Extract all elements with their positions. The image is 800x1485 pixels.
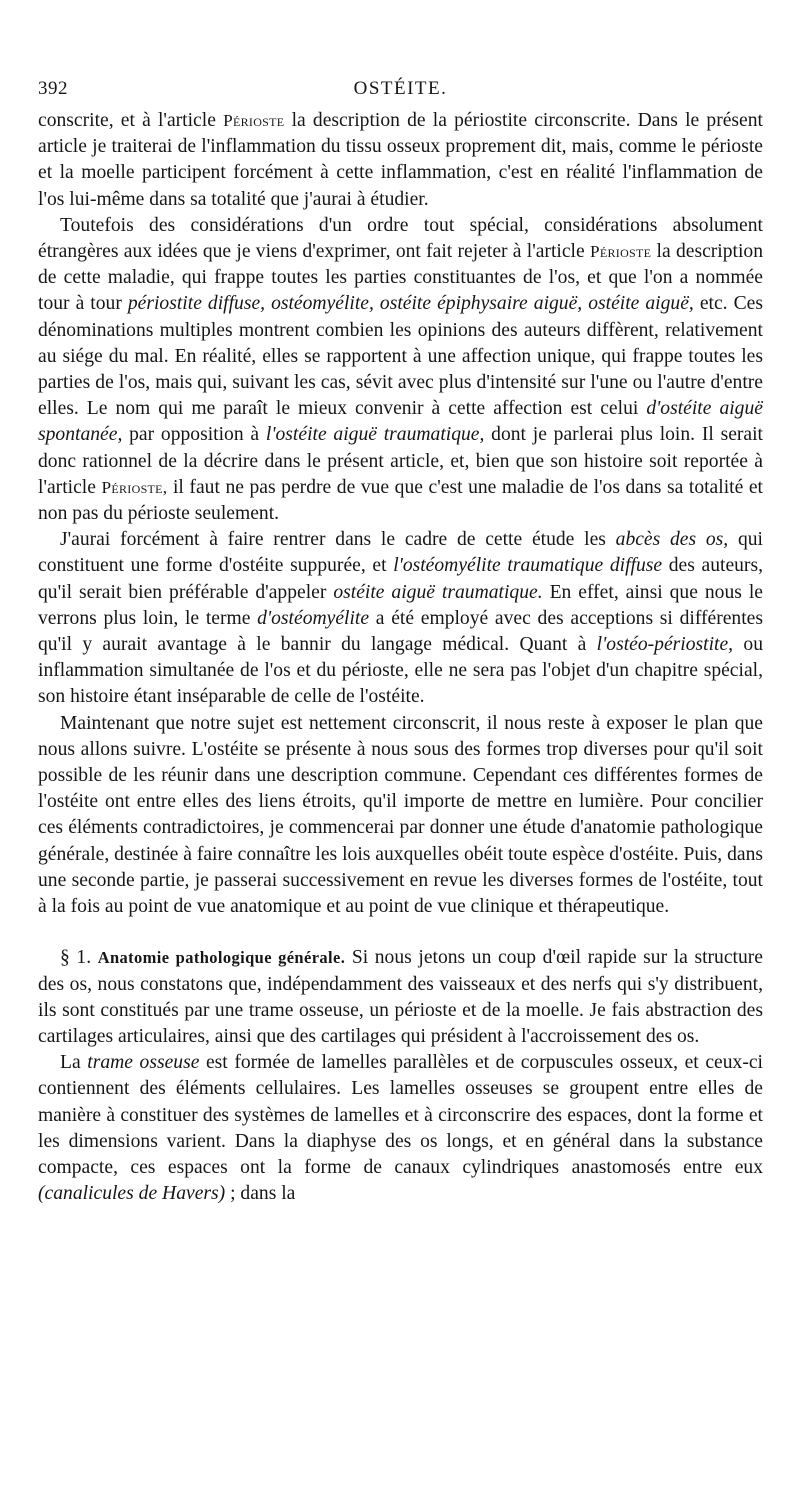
text-run: la description de la périostite circonscrite. Dans le présent article je traiterai de l'inflammation du tissu osseux proprement dit, mais, comme le périoste et la moelle participent forcément à cette inflammation, c'est en réalité l'inflammation de l'os lui-même dans sa totalité que j'aurai à étudier. (38, 110, 763, 210)
text-run: qui constituent une forme d'ostéite suppurée, et (38, 529, 763, 577)
running-head (38, 78, 763, 108)
text-run: Maintenant que notre sujet est nettement circonscrit, il nous reste à exposer le plan que nous allons suivre. L'ostéite se présente à nous sous des formes trop diverses pour qu'il soit possible de les réunir dans une description commune. Cependant ces différentes formes de l'ostéite ont entre elles des liens étroits, qu'il importe de mettre en lumière. Pour concilier ces éléments contradictoires, je commencerai par donner une étude d'anatomie pathologique générale, destinée à faire connaître les lois auxquelles obéit toute espèce d'ostéite. Puis, dans une seconde partie, je passerai successivement en revue les diverses formes de l'ostéite, tout à la fois au point de vue anatomique et au point de vue clinique et thérapeutique. (38, 712, 763, 918)
text-run: ou inflammation simultanée de l'os et du périoste, elle ne sera pas l'objet d'un chapitre spécial, son histoire étant inséparable de celle de l'ostéite. (38, 634, 763, 708)
italic-term: abcès des os, (615, 529, 729, 551)
text-run: la description de cette maladie, qui frappe toutes les parties constituantes de l'os, et que l'on a nommée tour à tour (38, 241, 764, 315)
text-run: il faut ne pas perdre de vue que c'est une maladie de l'os dans sa totalité et non pas du périoste seulement. (38, 476, 763, 525)
text-run: ; dans la (225, 1183, 296, 1205)
text-run (91, 947, 98, 968)
text-run: La (60, 1052, 88, 1074)
paragraph (38, 711, 763, 921)
section-number: § 1. (60, 947, 92, 969)
paragraph (38, 213, 763, 527)
italic-term: périostite diffuse, ostéomyélite, ostéite épiphysaire aiguë, ostéite aiguë, (127, 293, 694, 315)
text-run: Toutefois des considérations d'un ordre tout spécial, considérations absolument étrangères aux idées que je viens d'exprimer, ont fait rejeter à l'article (38, 214, 763, 263)
italic-term: (canalicules de Havers) (38, 1183, 226, 1205)
text-run: par opposition à (122, 424, 266, 446)
text-run: En effet, ainsi que nous le verrons plus loin, le terme (38, 581, 763, 629)
cross-reference: Périoste (223, 111, 285, 130)
paragraph (38, 1050, 763, 1207)
text-run: etc. Ces dénominations multiples montrent combien les opinions des auteurs diffèrent, relativement au siége du mal. En réalité, elles se rapportent à une affection unique, qui frappe toutes les parties de l'os, mais qui, suivant les cas, sévit avec plus d'intensité sur l'une ou l'autre d'entre elles. Le nom qui me paraît le mieux convenir à cette affection est celui (38, 293, 763, 420)
text-run: des auteurs, qu'il serait bien préférable d'appeler (38, 555, 763, 603)
italic-term: ostéite aiguë traumatique. (333, 581, 543, 603)
book-page (38, 78, 763, 1207)
text-run: J'aurai forcément à faire rentrer dans le cadre de cette étude les (60, 529, 616, 551)
text-run: est formée de lamelles parallèles et de corpuscules osseux, et ceux-ci contiennent des éléments cellulaires. Les lamelles osseuses se groupent entre elles de manière à constituer des systèmes de lamelles et à circonscrire des espaces, dont la forme et les dimensions varient. Dans la diaphyse des os longs, et en général dans la substance compacte, ces espaces ont la forme de canaux cylindriques anastomosés entre eux (38, 1052, 763, 1178)
italic-term: d'ostéite aiguë spontanée, (38, 398, 763, 446)
cross-reference: Périoste (589, 242, 652, 262)
italic-term: l'ostéo-périostite, (596, 634, 734, 656)
page-heading: OSTÉITE. (353, 78, 448, 99)
text-run: dont je parlerai plus loin. Il serait donc rationnel de la décrire dans le présent article, et, bien que son histoire soit reportée à l'article (38, 424, 764, 498)
text-run: a été employé avec des acceptions si différentes qu'il y aurait avantage à le bannir du langage médical. Quant à (38, 607, 763, 656)
italic-term: trame osseuse (87, 1052, 200, 1074)
italic-term: l'ostéite aiguë traumatique, (265, 424, 485, 446)
paragraph (38, 108, 763, 213)
section-title: Anatomie pathologique générale. (97, 948, 346, 968)
cross-reference: Périoste, (101, 477, 168, 497)
article-body (38, 108, 763, 1207)
text-run: conscrite, et à l'article (38, 110, 224, 131)
paragraph (38, 527, 763, 710)
text-run: Si nous jetons un coup d'œil rapide sur la structure des os, nous constatons que, indépendamment des vaisseaux et des nerfs qui s'y distribuent, ils sont constitués par une trame osseuse, un périoste et de la moelle. Je fais abstraction des cartilages articulaires, ainsi que des cartilages qui président à l'accroissement des os. (38, 947, 763, 1047)
page-number: 392 (38, 78, 68, 99)
italic-term: d'ostéomyélite (257, 607, 370, 629)
section-paragraph (38, 945, 763, 1050)
italic-term: l'ostéomyélite traumatique diffuse (393, 555, 663, 577)
